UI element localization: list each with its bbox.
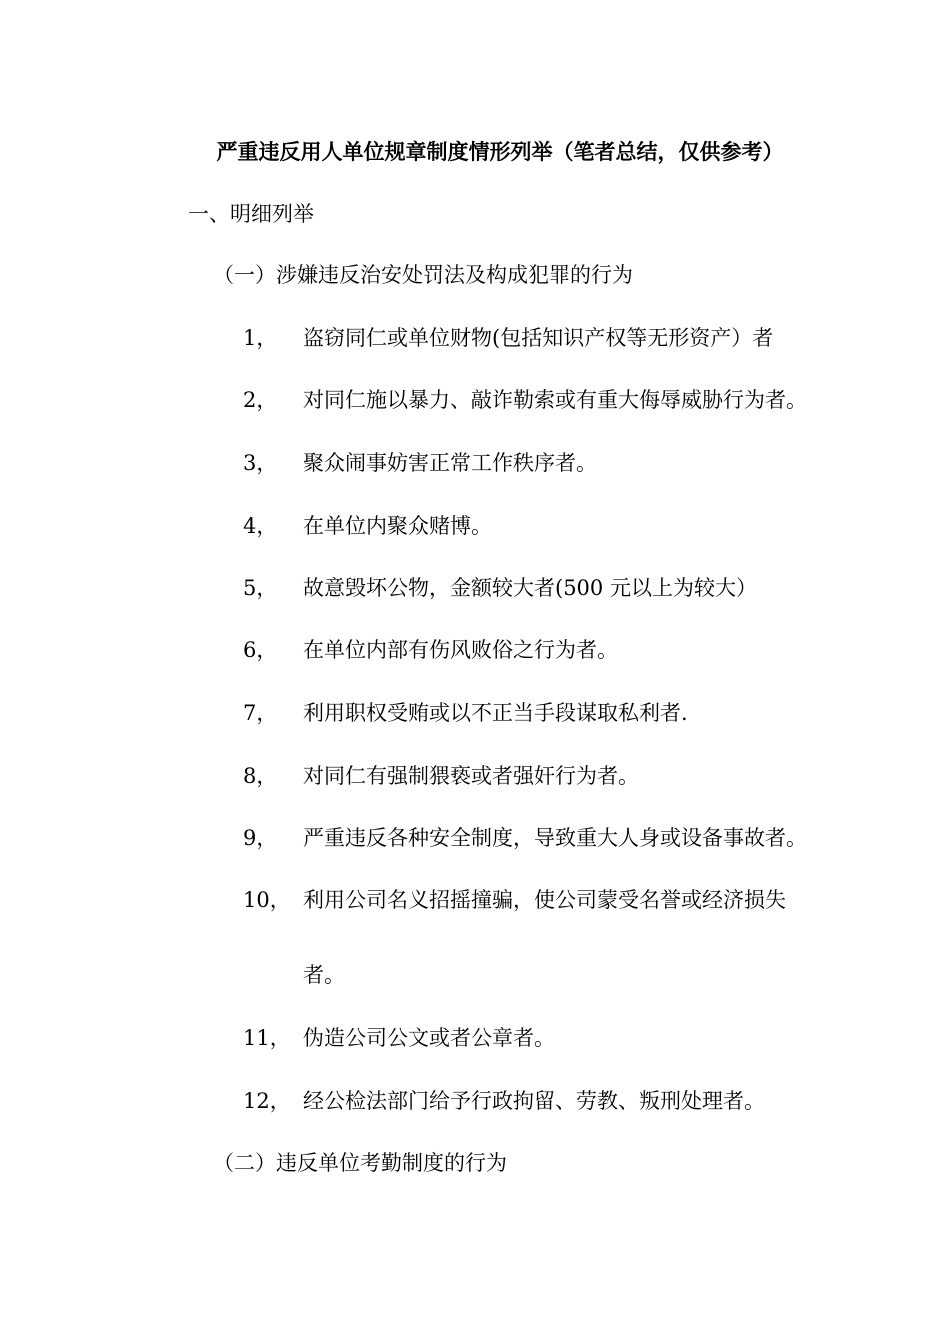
item-text: 利用职权受贿或以不正当手段谋取私利者. (303, 701, 688, 725)
subsection-heading-2: （二）违反单位考勤制度的行为 (213, 1151, 507, 1175)
item-text: 在单位内聚众赌博。 (303, 514, 492, 538)
item-text: 对同仁施以暴力、敲诈勒索或有重大侮辱威胁行为者。 (303, 388, 807, 412)
item-number: 6， (243, 638, 278, 662)
item-number: 7， (243, 701, 278, 725)
item-number: 11， (243, 1026, 291, 1050)
document-title: 严重违反用人单位规章制度情形列举（笔者总结，仅供参考） (216, 139, 784, 164)
item-number: 3， (243, 451, 278, 475)
item-number: 10， (243, 888, 291, 912)
subsection-heading-1: （一）涉嫌违反治安处罚法及构成犯罪的行为 (213, 263, 633, 287)
item-text-continuation: 者。 (303, 963, 345, 987)
item-text: 利用公司名义招摇撞骗，使公司蒙受名誉或经济损失 (303, 888, 786, 912)
item-text: 经公检法部门给予行政拘留、劳教、叛刑处理者。 (303, 1089, 765, 1113)
item-number: 9， (243, 826, 278, 850)
item-text: 对同仁有强制猥亵或者强奸行为者。 (303, 764, 639, 788)
item-number: 1， (243, 326, 278, 350)
item-text: 严重违反各种安全制度，导致重大人身或设备事故者。 (303, 826, 807, 850)
item-text: 伪造公司公文或者公章者。 (303, 1026, 555, 1050)
item-number: 12， (243, 1089, 291, 1113)
item-number: 4， (243, 514, 278, 538)
item-text: 在单位内部有伤风败俗之行为者。 (303, 638, 618, 662)
item-text: 聚众闹事妨害正常工作秩序者。 (303, 451, 597, 475)
item-text: 故意毁坏公物，金额较大者(500 元以上为较大） (303, 576, 757, 600)
item-number: 2， (243, 388, 278, 412)
item-number: 8， (243, 764, 278, 788)
item-text: 盗窃同仁或单位财物(包括知识产权等无形资产）者 (303, 326, 774, 350)
section-heading: 一、明细列举 (188, 202, 314, 226)
item-number: 5， (243, 576, 278, 600)
